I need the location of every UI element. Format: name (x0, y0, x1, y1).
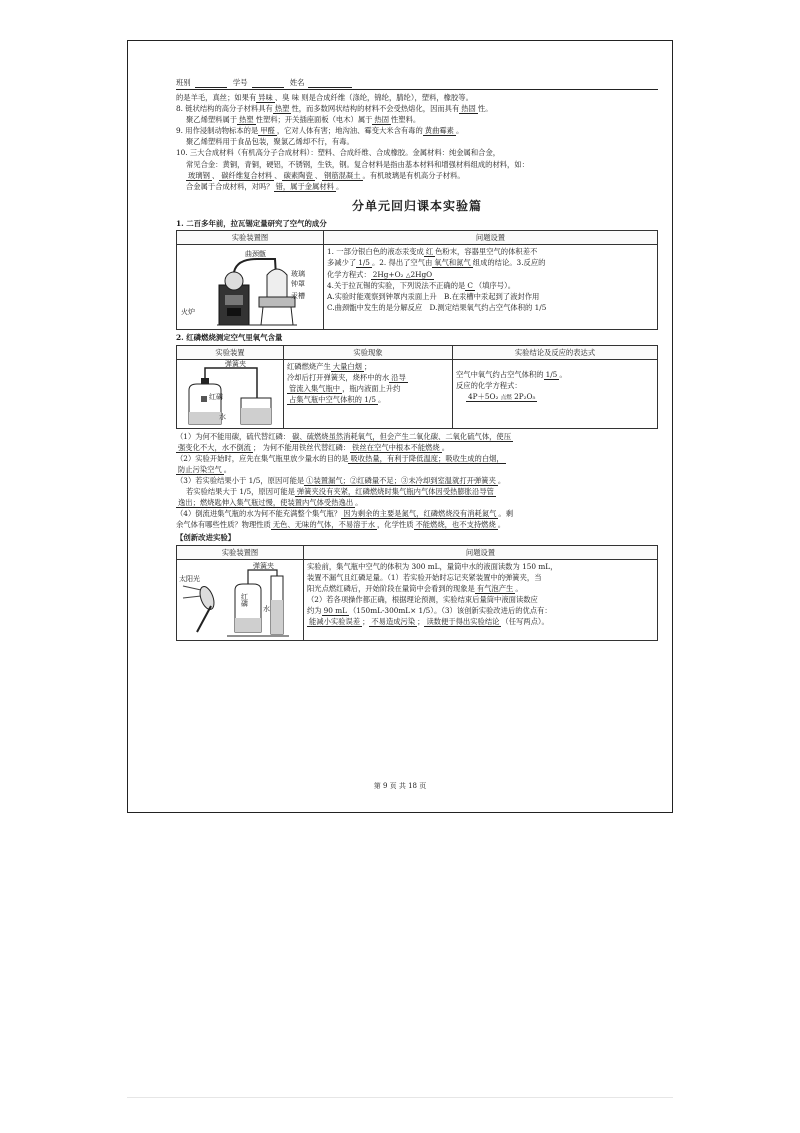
retort-label: 曲颈甑 (245, 250, 266, 259)
lavoisier-apparatus-figure (177, 245, 317, 329)
red-phosphorus-apparatus-figure (177, 360, 277, 428)
student-info-header (176, 77, 658, 90)
exp3-col-header: 问题设置 (304, 545, 658, 559)
item-line: 合金属于合成材料，对吗？ 错，属于金属材料 。 (186, 181, 344, 191)
option-line: C.曲颈甑中发生的是分解反应 D.测定结果氧气约占空气体积的 1/5 (327, 302, 547, 312)
exp1-table (176, 230, 658, 330)
exp3-heading: 【创新改进实验】 (176, 533, 236, 543)
page-content (176, 77, 658, 641)
red-phosphorus-label: 红磷 (209, 392, 223, 401)
spring-clip-label: 弹簧夹 (225, 359, 246, 368)
exp3-questions-cell: 实验前，集气瓶中空气的体积为 300 mL，量筒中水的液面读数为 150 mL， 装置不漏气且红磷足量。（1）若实验开始时忘记夹紧装置中的弹簧夹，当 阳光点燃红磷后，开始阶段在量筒中会看到的现象是 有气泡产生 。 （2）若各项操作都正确，根据理论预测，实验结束后量筒中液面读数应 约为 90 mL （150mL-300mL× 1/5）。（3）该创新实验改进后的优点有： 能减小实验误差 ； 不易造成污染 ； 读数便于得出实验结论 （任写两点）。 (304, 559, 658, 640)
red-phosphorus-apparatus-drawing (177, 360, 277, 428)
item-line: 的是羊毛，真丝；如果有 异味 、臭 味 则是合成纤维（涤纶，锦纶，腈纶），塑料，橡胶等。 (176, 93, 473, 103)
exp2-col-header: 实验现象 (284, 345, 453, 359)
section-title: 分单元回归课本实验篇 (351, 198, 482, 213)
exp2-col-header: 实验装置 (177, 345, 284, 359)
exp2-table (176, 345, 658, 429)
furnace-label: 火炉 (181, 308, 195, 317)
item-line: 玻璃钢 、 碳纤维复合材料 、 碳素陶瓷 、 钢筋混凝土 。有机玻璃是有机高分子材料。 (188, 170, 465, 180)
item-10: 10. 三大合成材料（有机高分子合成材料）：塑料、合成纤维、合成橡胶。金属材料：纯金属和合金， (176, 148, 501, 158)
exp2-phenomena-cell: 红磷燃烧产生 大量白烟 ； 冷却后打开弹簧夹，烧杯中的水 沿导 管流入集气瓶中 ，瓶内液面上升约 占集气瓶中空气体积的 1/5 。 (284, 359, 453, 428)
water-label: 水 (263, 604, 270, 613)
spring-clip-label: 弹簧夹 (253, 561, 274, 570)
option-line: A.实验时能观察到钟罩内汞面上升 B.在汞槽中汞起到了液封作用 (327, 291, 540, 301)
item-line: 聚乙烯塑料属于 热塑 性塑料；开关插座面板（电木）属于 热固 性塑料。 (186, 115, 421, 125)
page-number: 第 9 页 共 18 页 (373, 782, 427, 790)
question-line: 4.关于拉瓦锡的实验，下列说法不正确的是 C （填序号）。 (327, 280, 516, 290)
exp2-conclusion-cell: 空气中氧气约占空气体积的 1/5 。 反应的化学方程式： 4P＋5O₂ 点燃 2P₂O₅ (453, 359, 658, 428)
exp1-questions-cell (324, 245, 658, 330)
exp3-figure-cell (177, 559, 304, 640)
bell-jar-label: 玻璃 (291, 270, 305, 279)
exp2-col-header: 实验结论及反应的表达式 (453, 345, 658, 359)
bell-jar-label: 钟罩 (291, 280, 305, 289)
exp2-notes: （1）为何不能用碳，硫代替红磷： 碳、硫燃烧虽然消耗氧气，但会产生二氧化碳、二氧化硫气体，使压 强变化不大，水不倒流 ； 为何不能用铁丝代替红磷： 铁丝在空气中根本不能燃烧 。 （2）实验开始时，应先在集气瓶里放少量水的目的是 吸收热量，有利于降低温度；吸收生成的白烟， 防止污染空气 。 （3）若实验结果小于 1/5，原因可能是 ①装置漏气；②红磷量不足；③未冷却到室温就打开弹簧夹 。 若实验结果大于 1/5，原因可能是 弹簧夹没有夹紧，红磷燃烧时集气瓶内气体因受热膨胀沿导管 逸出；燃烧匙伸入集气瓶过慢，使装置内气体受热逸出 。 （4）倒流进集气瓶的水为何不能充满整个集气瓶？ 因为剩余的主要是氮气，红磷燃烧没有消耗氮气 。剩 余气体有哪些性质？物理性质 无色、无味的气体，不易溶于水 ，化学性质 不能燃烧，也不支持燃烧 。 (176, 431, 514, 530)
sunlight-apparatus-figure (177, 560, 297, 640)
question-line: 1. 一部分银白色的液态汞变成 红 色粉末，容器里空气的体积差不 (327, 247, 538, 257)
item-line: 常见合金：黄铜，青铜，硬铝，不锈钢，生铁，钢。复合材料是指由基本材料和增强材料组成的材料，如： (186, 159, 529, 169)
exp3-table (176, 545, 658, 641)
item-9: 9. 用作浸制动物标本的是 甲醛 ，它对人体有害；地沟油、霉变大米含有毒的 黄曲霉素 。 (176, 126, 464, 136)
exp1-col-header: 实验装置图 (177, 231, 324, 245)
water-label: 水 (219, 412, 226, 421)
class-label: 班别 (176, 78, 191, 87)
exp1-heading: 1. 二百多年前，拉瓦锡定量研究了空气的成分 (176, 219, 327, 229)
student-number-label: 学号 (232, 78, 248, 87)
sunlight-label: 太阳光 (179, 574, 200, 583)
question-line: 多减少了 1/5 。2. 得出了空气由 氧气和氮气 组成的结论。3.反应的 (327, 258, 546, 268)
exp3-col-header: 实验装置图 (177, 545, 304, 559)
mercury-trough-label: 汞槽 (291, 292, 305, 301)
document-page (127, 40, 673, 813)
red-phosphorus-label: 红 磷 (241, 592, 248, 609)
exp2-heading: 2. 红磷燃烧测定空气里氧气含量 (176, 333, 283, 343)
sunlight-apparatus-drawing (177, 560, 297, 640)
exp1-figure-cell (177, 245, 324, 330)
exp1-col-header: 问题设置 (324, 231, 658, 245)
item-8: 8. 链状结构的高分子材料具有 热塑 性，而多数网状结构的材料不会受热熔化，因而具有 热固 性。 (176, 104, 493, 114)
question-line: 化学方程式： 2Hg+O₂ △2HgO (327, 269, 433, 279)
exp2-figure-cell (177, 359, 284, 428)
item-line: 聚乙烯塑料用于食品包装，聚氯乙烯却不行，有毒。 (186, 137, 354, 147)
divider (127, 1097, 673, 1098)
name-label: 姓名 (289, 78, 305, 87)
